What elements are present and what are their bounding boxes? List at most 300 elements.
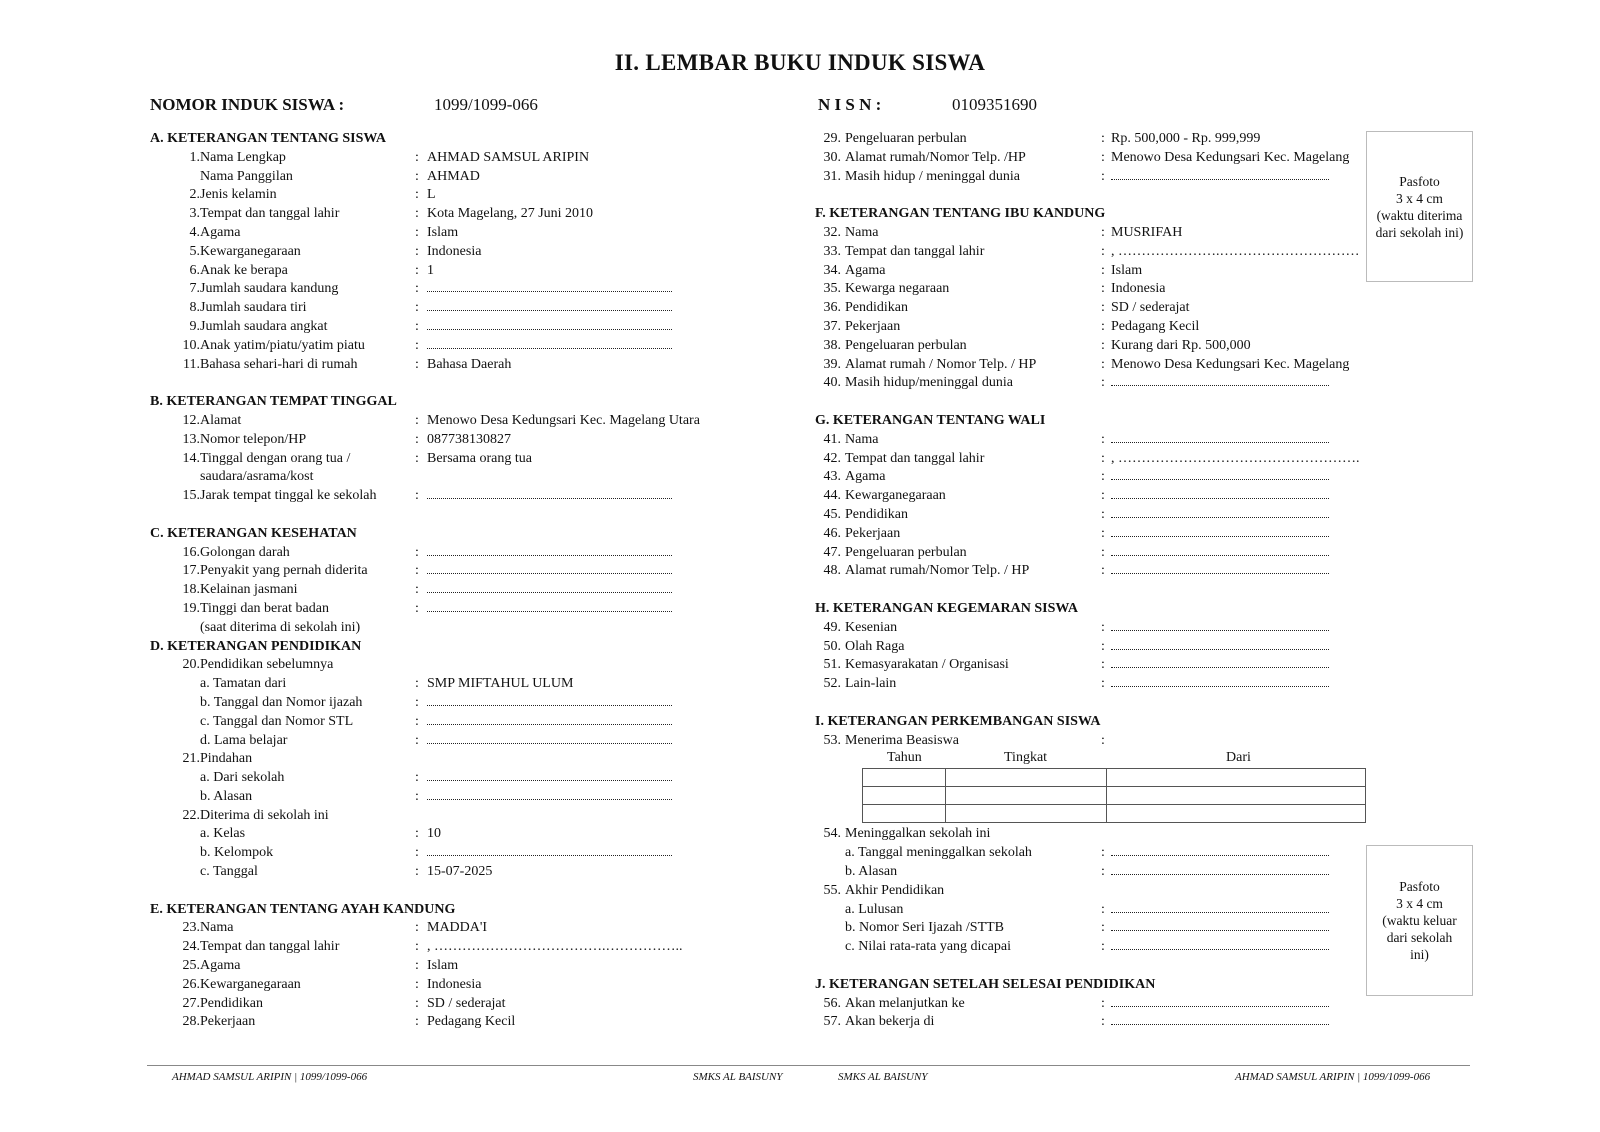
- field-label: Golongan darah: [200, 544, 290, 560]
- field-number: 51.: [823, 657, 841, 673]
- field-value: [427, 581, 672, 600]
- field-value: [1111, 374, 1329, 393]
- blank-line: [427, 789, 672, 800]
- field-label: Jarak tempat tinggal ke sekolah: [200, 488, 377, 504]
- field-colon: :: [1101, 920, 1105, 936]
- field-row: [150, 807, 750, 826]
- photo-text: (waktu diterima: [1376, 207, 1463, 223]
- field-value: Menowo Desa Kedungsari Kec. Magelang: [1111, 356, 1350, 372]
- footer-school-1: SMKS AL BAISUNY: [693, 1071, 783, 1083]
- field-value: 15-07-2025: [427, 864, 493, 880]
- field-number: 27.: [182, 995, 200, 1011]
- field-colon: :: [415, 431, 419, 447]
- scholarship-table: [862, 768, 1366, 823]
- field-number: 14.: [182, 450, 200, 466]
- right-column: [815, 130, 1375, 1032]
- field-label: Pengeluaran perbulan: [845, 131, 967, 146]
- blank-line: [1111, 639, 1329, 650]
- field-number: 29.: [823, 131, 841, 146]
- field-row: [815, 562, 1375, 581]
- field-label: Tempat dan tanggal lahir: [200, 206, 340, 222]
- field-number: 3.: [189, 206, 200, 222]
- field-row: [815, 280, 1375, 299]
- photo-text: Pasfoto: [1399, 173, 1440, 189]
- field-value: [1111, 638, 1329, 657]
- blank-line: [1111, 845, 1329, 856]
- field-number: 24.: [182, 939, 200, 955]
- field-number: 52.: [823, 676, 841, 692]
- field-colon: :: [1101, 488, 1105, 504]
- field-number: 43.: [823, 469, 841, 485]
- field-row: [150, 468, 750, 487]
- field-row: [150, 262, 750, 281]
- field-row: [815, 619, 1375, 638]
- field-value: SD / sederajat: [1111, 300, 1190, 316]
- field-row: [815, 356, 1375, 375]
- field-colon: :: [1101, 318, 1105, 334]
- field-colon: :: [1101, 506, 1105, 522]
- field-label: Alamat rumah / Nomor Telp. / HP: [845, 356, 1037, 372]
- field-colon: :: [1101, 901, 1105, 917]
- field-label: Tempat dan tanggal lahir: [845, 450, 985, 466]
- field-number: 20.: [182, 657, 200, 673]
- nisn-value: 0109351690: [952, 95, 1037, 114]
- field-label: Anak yatim/piatu/yatim piatu: [200, 337, 365, 353]
- field-row: [150, 675, 750, 694]
- field-label: b. Kelompok: [200, 845, 274, 861]
- field-colon: :: [1101, 657, 1105, 673]
- field-value: Indonesia: [427, 976, 482, 992]
- field-value: MADDA'I: [427, 920, 488, 936]
- field-colon: :: [1101, 168, 1105, 184]
- photo-text: Pasfoto: [1399, 879, 1440, 894]
- section-f-heading: F. KETERANGAN TENTANG IBU KANDUNG: [815, 206, 1106, 222]
- section-c-heading: C. KETERANGAN KESEHATAN: [150, 525, 357, 541]
- blank-line: [1111, 545, 1329, 556]
- field-number: 23.: [182, 920, 200, 936]
- field-row: [815, 243, 1375, 262]
- field-row: [815, 149, 1375, 168]
- field-colon: :: [1101, 431, 1105, 447]
- field-value: [427, 544, 672, 563]
- field-row: [150, 149, 750, 168]
- field-colon: :: [1101, 619, 1105, 635]
- field-label: Agama: [200, 224, 241, 240]
- spacer: [150, 374, 750, 393]
- field-colon: :: [415, 1014, 419, 1030]
- field-value: Bersama orang tua: [427, 450, 532, 466]
- field-label: Pekerjaan: [200, 1014, 256, 1030]
- field-colon: :: [1101, 525, 1105, 541]
- field-number: 55.: [823, 882, 841, 898]
- field-row: [815, 863, 1375, 882]
- field-label: Pekerjaan: [845, 525, 901, 541]
- field-number: 10.: [182, 337, 200, 353]
- field-row: [150, 487, 750, 506]
- field-number: 35.: [823, 281, 841, 297]
- field-colon: :: [415, 864, 419, 880]
- field-colon: :: [415, 206, 419, 222]
- blank-line: [427, 281, 672, 292]
- field-row: [150, 581, 750, 600]
- blank-line: [1111, 939, 1329, 950]
- field-label: Tinggal dengan orang tua /: [200, 450, 351, 466]
- blank-line: [427, 733, 672, 744]
- field-label: Akhir Pendidikan: [845, 882, 945, 898]
- field-value: [1111, 901, 1329, 920]
- field-value: Bahasa Daerah: [427, 356, 512, 372]
- field-number: 32.: [823, 224, 841, 240]
- field-number: 9.: [189, 318, 200, 334]
- field-row: [150, 619, 750, 638]
- field-value: [427, 788, 672, 807]
- field-row: [150, 562, 750, 581]
- field-value: [427, 713, 672, 732]
- field-label: Pendidikan sebelumnya: [200, 657, 334, 673]
- field-value: MUSRIFAH: [1111, 224, 1183, 240]
- blank-line: [1111, 920, 1329, 931]
- field-colon: :: [415, 845, 419, 861]
- field-value: , …………………………………………….: [1111, 450, 1360, 466]
- field-value: Rp. 500,000 - Rp. 999,999: [1111, 131, 1261, 146]
- field-row: [150, 656, 750, 675]
- field-colon: :: [415, 224, 419, 240]
- table-header-tingkat: Tingkat: [1004, 750, 1048, 765]
- field-row: [150, 769, 750, 788]
- spacer: [815, 581, 1375, 600]
- field-row: [815, 262, 1375, 281]
- field-row: [815, 844, 1375, 863]
- blank-line: [427, 563, 672, 574]
- field-colon: :: [415, 713, 419, 729]
- field-row: [815, 468, 1375, 487]
- field-row: [815, 544, 1375, 563]
- blank-line: [1111, 432, 1329, 443]
- field-number: 46.: [823, 525, 841, 541]
- field-colon: :: [1101, 732, 1105, 748]
- field-colon: :: [415, 582, 419, 598]
- photo-text: 3 x 4 cm: [1396, 190, 1443, 206]
- field-value: [1111, 525, 1329, 544]
- field-colon: :: [415, 958, 419, 974]
- field-colon: :: [1101, 131, 1105, 146]
- field-label: a. Tamatan dari: [200, 676, 287, 692]
- field-row: [815, 318, 1375, 337]
- field-label: Kemasyarakatan / Organisasi: [845, 657, 1009, 673]
- field-label: c. Tanggal: [200, 864, 258, 880]
- field-row: [815, 299, 1375, 318]
- field-value: [1111, 675, 1329, 694]
- photo-text: 3 x 4 cm: [1396, 896, 1443, 911]
- field-label: Kewarganegaraan: [200, 976, 301, 992]
- field-number: 4.: [189, 224, 200, 240]
- field-colon: :: [415, 149, 419, 165]
- field-row: [150, 976, 750, 995]
- field-row: [150, 356, 750, 375]
- field-value: SMP MIFTAHUL ULUM: [427, 676, 574, 692]
- field-label: Penyakit yang pernah diderita: [200, 563, 368, 579]
- field-label: Nama: [200, 920, 234, 936]
- field-row: [815, 882, 1375, 901]
- field-label: Tempat dan tanggal lahir: [200, 939, 340, 955]
- field-label: Jenis kelamin: [200, 187, 277, 203]
- field-number: 33.: [823, 243, 841, 259]
- field-row: [815, 337, 1375, 356]
- field-label: Kelainan jasmani: [200, 582, 298, 598]
- nisn-header: [818, 95, 1037, 115]
- field-label: Alamat rumah/Nomor Telp. /HP: [845, 149, 1026, 165]
- field-colon: :: [1101, 337, 1105, 353]
- field-value: [1111, 468, 1329, 487]
- field-row: [815, 732, 1375, 751]
- field-number: 45.: [823, 506, 841, 522]
- field-number: 8.: [189, 300, 200, 316]
- blank-line: [427, 488, 672, 499]
- field-colon: :: [1101, 563, 1105, 579]
- field-value: [427, 732, 672, 751]
- blank-line: [427, 845, 672, 856]
- section-d-heading: D. KETERANGAN PENDIDIKAN: [150, 638, 362, 654]
- blank-line: [427, 338, 672, 349]
- field-label: Pengeluaran perbulan: [845, 544, 967, 560]
- field-label: Meninggalkan sekolah ini: [845, 826, 991, 842]
- blank-line: [427, 319, 672, 330]
- field-colon: :: [1101, 300, 1105, 316]
- field-row: [815, 374, 1375, 393]
- blank-line: [427, 714, 672, 725]
- field-number: 56.: [823, 995, 841, 1011]
- spacer: [815, 957, 1375, 976]
- field-number: 41.: [823, 431, 841, 447]
- field-label: Kewarganegaraan: [845, 488, 946, 504]
- field-value: AHMAD SAMSUL ARIPIN: [427, 149, 590, 165]
- field-label: Anak ke berapa: [200, 262, 288, 278]
- blank-line: [427, 300, 672, 311]
- field-row: [150, 694, 750, 713]
- field-colon: :: [415, 281, 419, 297]
- field-row: [150, 957, 750, 976]
- field-colon: :: [1101, 356, 1105, 372]
- field-value: [1111, 844, 1329, 863]
- field-colon: :: [415, 920, 419, 936]
- field-number: 28.: [182, 1014, 200, 1030]
- section-e-heading: E. KETERANGAN TENTANG AYAH KANDUNG: [150, 901, 456, 917]
- left-column: [150, 130, 750, 1032]
- blank-line: [1111, 375, 1329, 386]
- field-label: Olah Raga: [845, 638, 905, 654]
- blank-line: [427, 582, 672, 593]
- field-row: [150, 938, 750, 957]
- blank-line: [1111, 902, 1329, 913]
- field-label: b. Alasan: [200, 788, 253, 804]
- blank-line: [1111, 526, 1329, 537]
- field-number: 26.: [182, 976, 200, 992]
- field-row: [150, 168, 750, 187]
- field-row: [815, 675, 1375, 694]
- blank-line: [427, 545, 672, 556]
- field-colon: :: [415, 450, 419, 466]
- field-colon: :: [415, 488, 419, 504]
- field-colon: :: [1101, 995, 1105, 1011]
- field-number: 16.: [182, 544, 200, 560]
- field-row: [150, 280, 750, 299]
- blank-line: [427, 601, 672, 612]
- field-number: 18.: [182, 582, 200, 598]
- footer-right: AHMAD SAMSUL ARIPIN | 1099/1099-066: [1235, 1071, 1431, 1083]
- field-label: Kesenian: [845, 619, 898, 635]
- field-value: [427, 769, 672, 788]
- field-label: Pendidikan: [200, 995, 263, 1011]
- field-colon: :: [415, 300, 419, 316]
- field-colon: :: [1101, 845, 1105, 861]
- spacer: [815, 393, 1375, 412]
- field-colon: :: [1101, 864, 1105, 880]
- field-row: [815, 919, 1375, 938]
- field-label: Tempat dan tanggal lahir: [845, 243, 985, 259]
- field-number: 57.: [823, 1014, 841, 1030]
- nisn-label: N I S N :: [818, 95, 882, 114]
- field-row: [150, 995, 750, 1014]
- field-value: 10: [427, 826, 441, 842]
- field-row: [150, 243, 750, 262]
- field-row: [150, 186, 750, 205]
- field-value: , ……………………………….……………..: [427, 939, 683, 955]
- field-row: [815, 938, 1375, 957]
- blank-line: [1111, 620, 1329, 631]
- field-value: [1111, 619, 1329, 638]
- field-value: Islam: [427, 224, 459, 240]
- field-row: [150, 318, 750, 337]
- field-row: [150, 544, 750, 563]
- field-row: [150, 732, 750, 751]
- field-label: b. Tanggal dan Nomor ijazah: [200, 694, 363, 710]
- table-row: [863, 769, 1366, 787]
- blank-line: [1111, 488, 1329, 499]
- field-colon: :: [415, 412, 419, 428]
- field-row: [815, 995, 1375, 1014]
- field-number: 21.: [182, 751, 200, 767]
- field-colon: :: [1101, 281, 1105, 297]
- field-row: [150, 750, 750, 769]
- section-j-heading: J. KETERANGAN SETELAH SELESAI PENDIDIKAN: [815, 976, 1156, 992]
- field-number: 15.: [182, 488, 200, 504]
- field-value: [1111, 1013, 1329, 1032]
- field-value: [427, 562, 672, 581]
- field-number: 11.: [183, 356, 200, 372]
- field-colon: :: [415, 563, 419, 579]
- field-label: Pindahan: [200, 751, 253, 767]
- field-colon: :: [415, 337, 419, 353]
- field-colon: :: [415, 600, 419, 616]
- field-label: Pekerjaan: [845, 318, 901, 334]
- field-label: Diterima di sekolah ini: [200, 807, 329, 823]
- field-colon: :: [1101, 544, 1105, 560]
- field-label: Akan melanjutkan ke: [845, 995, 965, 1011]
- field-number: 31.: [823, 168, 841, 184]
- field-colon: :: [415, 976, 419, 992]
- blank-line: [1111, 996, 1329, 1007]
- field-label: Jumlah saudara angkat: [200, 318, 328, 334]
- field-label: Tinggi dan berat badan: [200, 600, 329, 616]
- field-number: 42.: [823, 450, 841, 466]
- nis-header: [150, 95, 538, 115]
- section-h-heading: H. KETERANGAN KEGEMARAN SISWA: [815, 600, 1078, 616]
- field-value: [427, 600, 672, 619]
- table-header-dari: Dari: [1226, 750, 1251, 765]
- field-label: Akan bekerja di: [845, 1014, 935, 1030]
- field-value: Islam: [1111, 262, 1143, 278]
- field-label: b. Alasan: [845, 864, 898, 880]
- field-value: Indonesia: [427, 243, 482, 259]
- field-number: 19.: [182, 600, 200, 616]
- blank-line: [1111, 676, 1329, 687]
- field-value: Indonesia: [1111, 281, 1166, 297]
- field-label: Alamat: [200, 412, 242, 428]
- field-colon: :: [1101, 1014, 1105, 1030]
- spacer: [815, 694, 1375, 713]
- table-row: [863, 805, 1366, 823]
- field-label: Jumlah saudara kandung: [200, 281, 339, 297]
- field-number: 13.: [182, 431, 200, 447]
- photo-text: ini): [1410, 947, 1429, 962]
- field-label: Nomor telepon/HP: [200, 431, 307, 447]
- field-value: Kota Magelang, 27 Juni 2010: [427, 206, 594, 222]
- field-row: [150, 919, 750, 938]
- field-value: [1111, 919, 1329, 938]
- field-row: [815, 130, 1375, 149]
- field-number: 22.: [182, 807, 200, 823]
- field-number: 47.: [823, 544, 841, 560]
- field-value: Islam: [427, 958, 459, 974]
- field-number: 7.: [189, 281, 200, 297]
- field-row: [815, 168, 1375, 187]
- field-value: [1111, 487, 1329, 506]
- field-number: 12.: [182, 412, 200, 428]
- spacer: [150, 506, 750, 525]
- field-number: 37.: [823, 318, 841, 334]
- field-value: [1111, 995, 1329, 1014]
- field-label: Pengeluaran perbulan: [845, 337, 967, 353]
- field-row: [150, 431, 750, 450]
- field-colon: :: [415, 262, 419, 278]
- field-label: Bahasa sehari-hari di rumah: [200, 356, 358, 372]
- field-value: [1111, 938, 1329, 957]
- field-label: c. Nilai rata-rata yang dicapai: [845, 939, 1011, 955]
- field-number: 48.: [823, 563, 841, 579]
- spacer: [150, 882, 750, 901]
- field-label: Lain-lain: [845, 676, 897, 692]
- photo-box-entry: [1366, 131, 1473, 282]
- field-colon: :: [1101, 469, 1105, 485]
- field-row: [815, 525, 1375, 544]
- field-value: [427, 280, 672, 299]
- field-number: 6.: [189, 262, 200, 278]
- field-number: 2.: [189, 187, 200, 203]
- field-value: Menowo Desa Kedungsari Kec. Magelang: [1111, 149, 1350, 165]
- field-label: a. Tanggal meninggalkan sekolah: [845, 845, 1032, 861]
- field-label: a. Kelas: [200, 826, 246, 842]
- field-colon: :: [1101, 149, 1105, 165]
- field-row: [815, 901, 1375, 920]
- field-colon: :: [1101, 262, 1105, 278]
- field-row: [150, 600, 750, 619]
- field-value: , ………………….…………………………: [1111, 243, 1360, 259]
- field-colon: :: [415, 676, 419, 692]
- field-value: [427, 337, 672, 356]
- field-colon: :: [415, 939, 419, 955]
- field-colon: :: [415, 187, 419, 203]
- field-number: 30.: [823, 149, 841, 165]
